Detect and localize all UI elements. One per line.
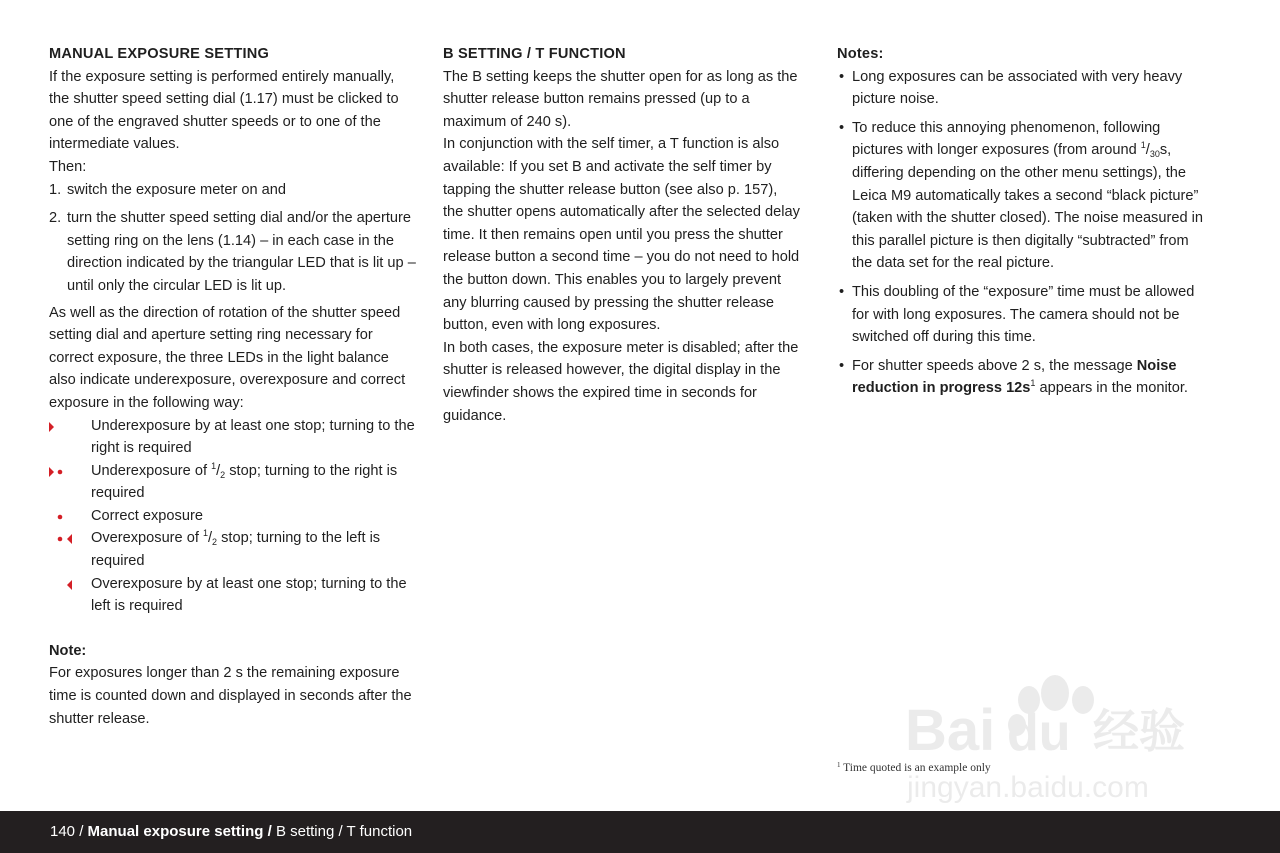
page-number: 140: [50, 823, 76, 840]
step-number: 1.: [49, 181, 62, 198]
led-description: Underexposure of $^1/_2$ stop; turning to the right is required: [91, 460, 398, 502]
led-description: Overexposure of $^1/_2$ stop; turning to the left is required: [91, 528, 381, 570]
led-left-triangle-icon: [49, 580, 73, 590]
list-item: [49, 527, 417, 572]
list-item: [49, 179, 417, 202]
list-item: [49, 207, 417, 297]
footer-separator: /: [267, 823, 272, 840]
led-description: Underexposure by at least one stop; turning to the right is required: [91, 417, 415, 457]
led-dot-icon: [49, 512, 73, 522]
svg-text:Bai: Bai: [905, 698, 996, 763]
list-item: [837, 117, 1205, 275]
led-right-triangle-dot-icon: [49, 467, 73, 477]
note-heading: Note:: [49, 642, 87, 659]
footnote: $^1$ Time quoted is an example only: [837, 761, 991, 774]
list-item: [49, 460, 417, 505]
step-text: switch the exposure meter on and: [67, 181, 287, 198]
notes-list: [837, 66, 1205, 400]
note-text: For shutter speeds above 2 s, the message Noise reduction in progress $12s^1$ appears in the monitor.: [852, 357, 1188, 397]
list-item: [837, 355, 1205, 400]
heading-b-setting: B SETTING / T FUNCTION: [443, 46, 626, 62]
heading-manual-exposure: MANUAL EXPOSURE SETTING: [49, 46, 270, 62]
bullet: •: [839, 283, 845, 300]
note-text: Long exposures can be associated with very heavy picture noise.: [852, 68, 1183, 108]
list-item: [837, 281, 1205, 349]
paragraph-b-setting: The B setting keeps the shutter open for as long as the shutter release button remains pressed (up to a maximum of 240 s).: [443, 68, 798, 130]
notes-heading: Notes:: [837, 46, 884, 62]
list-item: [49, 573, 417, 618]
paragraph-then: Then:: [49, 158, 87, 175]
footer-separator: /: [79, 823, 84, 840]
step-number: 2.: [49, 210, 62, 227]
note-text: To reduce this annoying phenomenon, following pictures with longer exposures (from around $^1/_{30}s$, differing depending on the other menu settings), the Leica M9 automatically takes a second “black picture” (taken with the shutter closed). The noise measured in this parallel picture is then digitally “subtracted” from the data set for the real picture.: [852, 119, 1203, 272]
list-item: [49, 505, 417, 528]
footer-subsection: B setting / T function: [275, 823, 413, 840]
page-footer: [0, 811, 1280, 853]
led-dot-left-triangle-icon: [49, 534, 73, 544]
column-manual-exposure: [49, 43, 417, 730]
monitor-message: Noise reduction in progress 12s: [852, 357, 1177, 397]
list-item: [837, 66, 1205, 111]
footer-section: Manual exposure setting: [87, 823, 264, 840]
bullet: •: [839, 357, 845, 374]
column-b-setting: [443, 43, 801, 427]
list-item: [49, 415, 417, 460]
baidu-watermark-icon: [905, 655, 1205, 805]
svg-text:jingyan.baidu.com: jingyan.baidu.com: [907, 771, 1149, 804]
note-text: For exposures longer than 2 s the remaining exposure time is counted down and displayed in seconds after the shutter release.: [49, 665, 412, 727]
note-text: This doubling of the “exposure” time must be allowed for with long exposures. The camera should not be switched off during this time.: [852, 283, 1195, 346]
bullet: •: [839, 68, 845, 85]
bullet: •: [839, 119, 845, 136]
paragraph-led-intro: As well as the direction of rotation of the shutter speed setting dial and aperture setting ring necessary for correct exposure, the three LEDs in the light balance also indicate underexposure, overexposure and correct exposure in the following way:: [49, 304, 406, 411]
svg-text:经验: 经验: [1093, 704, 1185, 758]
column-notes: [837, 43, 1205, 400]
led-right-triangle-icon: [49, 422, 73, 432]
svg-text:du: du: [1007, 704, 1071, 762]
paragraph-intro: If the exposure setting is performed entirely manually, the shutter speed setting dial (1.17) must be clicked to one of the engraved shutter speeds or to one of the intermediate values.: [49, 68, 399, 153]
paragraph-t-function: In conjunction with the self timer, a T function is also available: If you set B and activate the self timer by tapping the shutter release button (see also p. 157), the shutter opens automatically after the selected delay time. It then remains open until you press the shutter release button a second time – you do not need to hold the button down. This enables you to largely prevent any blurring caused by pressing the shutter release button, even with long exposures.: [443, 136, 800, 334]
led-indicator-list: [49, 415, 417, 618]
steps-list: [49, 179, 417, 298]
step-text: turn the shutter speed setting dial and/or the aperture setting ring on the lens (1.14) – in each case in the direction indicated by the triangular LED that is lit up – until only the circular LED is lit up.: [67, 210, 416, 294]
paragraph-exposure-meter: In both cases, the exposure meter is disabled; after the shutter is released however, the digital display in the viewfinder shows the expired time in seconds for guidance.: [443, 339, 799, 424]
led-description: Correct exposure: [91, 507, 203, 524]
led-description: Overexposure by at least one stop; turning to the left is required: [91, 575, 407, 615]
